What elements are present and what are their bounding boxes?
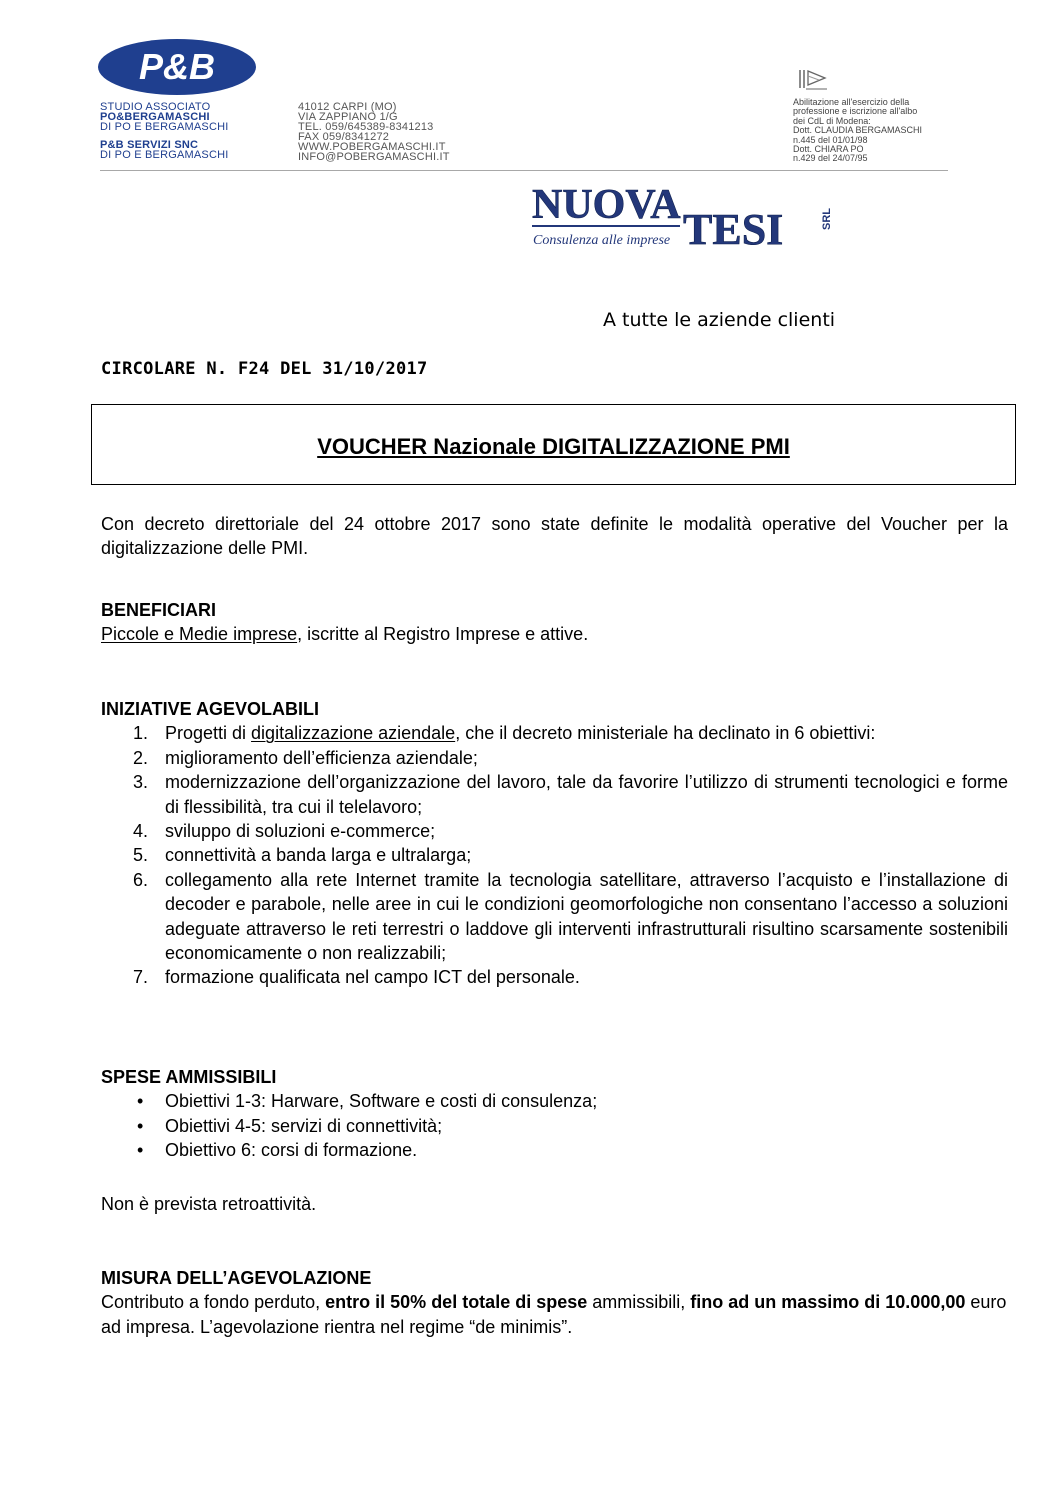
list-item: • Obiettivi 1-3: Harware, Software e costi di consulenza; (101, 1089, 1008, 1113)
misura-text-bold: fino ad un massimo di 10.000,00 (690, 1292, 966, 1313)
studio-name-block (100, 102, 229, 160)
address-line: INFO@POBERGAMASCHI.IT (298, 151, 450, 163)
cdl-line: Dott. CHIARA PO (793, 144, 864, 155)
list-number: 1 . (133, 721, 148, 745)
nuova-tesi-word2: TESI (683, 205, 784, 252)
list-number: 4 . (133, 819, 148, 843)
cdl-line: professione e iscrizione all'albo (793, 106, 918, 117)
item-underlined: digitalizzazione aziendale (251, 723, 456, 744)
retroattivita-note: Non è prevista retroattività. (101, 1194, 317, 1214)
list-number: 7 . (133, 965, 148, 989)
item-text: modernizzazione dell’organizzazione del lavoro, tale da favorire l’utilizzo di strumenti tecnologici e forme di flessibilità, tra cui il telelavoro; (165, 772, 1008, 817)
list-number: 2 . (133, 746, 148, 770)
list-item (101, 843, 1008, 867)
list-number: 5 . (133, 843, 148, 867)
iniziative-section (101, 697, 1008, 990)
misura-text-part: Contributo a fondo perduto, (101, 1292, 326, 1313)
spese-list (101, 1089, 1008, 1162)
item-text: formazione qualificata nel campo ICT del personale. (165, 967, 580, 988)
section-heading: INIZIATIVE AGEVOLABILI (101, 699, 320, 719)
cdl-line: Abilitazione all'esercizio della (793, 97, 910, 107)
list-item: • Obiettivo 6: corsi di formazione. (101, 1138, 1008, 1162)
beneficiari-underlined: Piccole e Medie imprese (101, 624, 298, 645)
cdl-line: dei CdL di Modena: (793, 115, 871, 126)
spese-section (101, 1065, 1008, 1163)
misura-text-part: euro ad impresa. L’agevolazione rientra nel regime “de minimis”. (101, 1292, 1007, 1337)
item-text: collegamento alla rete Internet tramite la tecnologia satellitare, attraverso l’acquisto e l’installazione di decoder e parabole, nelle aree in cui le condizioni geomorfologiche non consentano l’accesso a soluzioni adeguate attraverso le reti terrestri o laddove gli interventi infrastrutturali risultino scarsamente sostenibili economicamente o non realizzabili; (165, 869, 1008, 964)
section-heading: SPESE AMMISSIBILI (101, 1067, 277, 1087)
list-item (101, 770, 1008, 819)
item-text: Progetti di (165, 723, 252, 744)
nuova-tesi-logo (530, 180, 848, 252)
pb-logo (97, 38, 257, 96)
list-number: 6 . (133, 868, 148, 892)
studio-address-block (298, 102, 450, 162)
studio-line: DI PO E BERGAMASCHI (100, 121, 229, 133)
misura-section (101, 1266, 1008, 1339)
item-text: connettività a banda larga e ultralarga; (165, 845, 472, 866)
item-text: sviluppo di soluzioni e-commerce; (165, 821, 436, 842)
studio-line: P&B SERVIZI SNC (100, 139, 199, 151)
letterhead-divider (100, 170, 948, 171)
address-line: WWW.POBERGAMASCHI.IT (298, 141, 446, 153)
address-line: 41012 CARPI (MO) (298, 101, 397, 113)
nuova-tesi-word1: NUOVA (532, 182, 681, 228)
item-text: , che il decreto ministeriale ha declinato in 6 obiettivi: (455, 723, 876, 744)
list-number: 3 . (133, 770, 148, 794)
cdl-line: Dott. CLAUDIA BERGAMASCHI (793, 125, 923, 136)
section-heading: BENEFICIARI (101, 600, 217, 620)
recipient-line: A tutte le aziende clienti (603, 309, 836, 331)
pb-logo-text: P&B (138, 46, 216, 87)
list-item (101, 965, 1008, 989)
misura-text-part: ammissibili, (587, 1292, 691, 1313)
iniziative-list (101, 721, 1008, 989)
beneficiari-section (101, 598, 1008, 647)
cdl-emblem-icon (797, 68, 829, 92)
item-text: miglioramento dell’efficienza aziendale; (165, 747, 478, 768)
list-item (101, 868, 1008, 966)
address-line: TEL. 059/645389-8341213 (298, 121, 434, 133)
studio-line: PO&BERGAMASCHI (100, 111, 210, 123)
title-box (91, 404, 1016, 485)
intro-paragraph: Con decreto direttoriale del 24 ottobre 2017 sono state definite le modalità operative del Voucher per la digitalizzazione delle PMI. (101, 514, 1008, 559)
list-item (101, 819, 1008, 843)
document-title: VOUCHER Nazionale DIGITALIZZAZIONE PMI (317, 434, 790, 459)
beneficiari-rest: , iscritte al Registro Imprese e attive. (297, 624, 589, 645)
cdl-line: n.445 del 01/01/98 (793, 134, 868, 145)
list-item: • Obiettivi 4-5: servizi di connettività; (101, 1114, 1008, 1138)
circular-number: CIRCOLARE N. F24 DEL 31/10/2017 (101, 359, 428, 379)
nuova-tesi-suffix: SRL (821, 208, 833, 230)
cdl-registration-block (793, 98, 922, 164)
list-item (101, 746, 1008, 770)
beneficiari-text (101, 622, 1008, 646)
section-heading: MISURA DELL’AGEVOLAZIONE (101, 1268, 372, 1288)
misura-text (101, 1290, 1008, 1339)
studio-line: DI PO E BERGAMASCHI (100, 149, 229, 161)
list-item (101, 721, 1008, 745)
address-line: VIA ZAPPIANO 1/G (298, 111, 398, 123)
cdl-line: n.429 del 24/07/95 (793, 153, 868, 164)
nuova-tesi-tagline: Consulenza alle imprese (533, 233, 671, 248)
misura-text-bold: entro il 50% del totale di spese (325, 1292, 588, 1313)
studio-line: STUDIO ASSOCIATO (100, 101, 211, 113)
address-line: FAX 059/8341272 (298, 131, 390, 143)
